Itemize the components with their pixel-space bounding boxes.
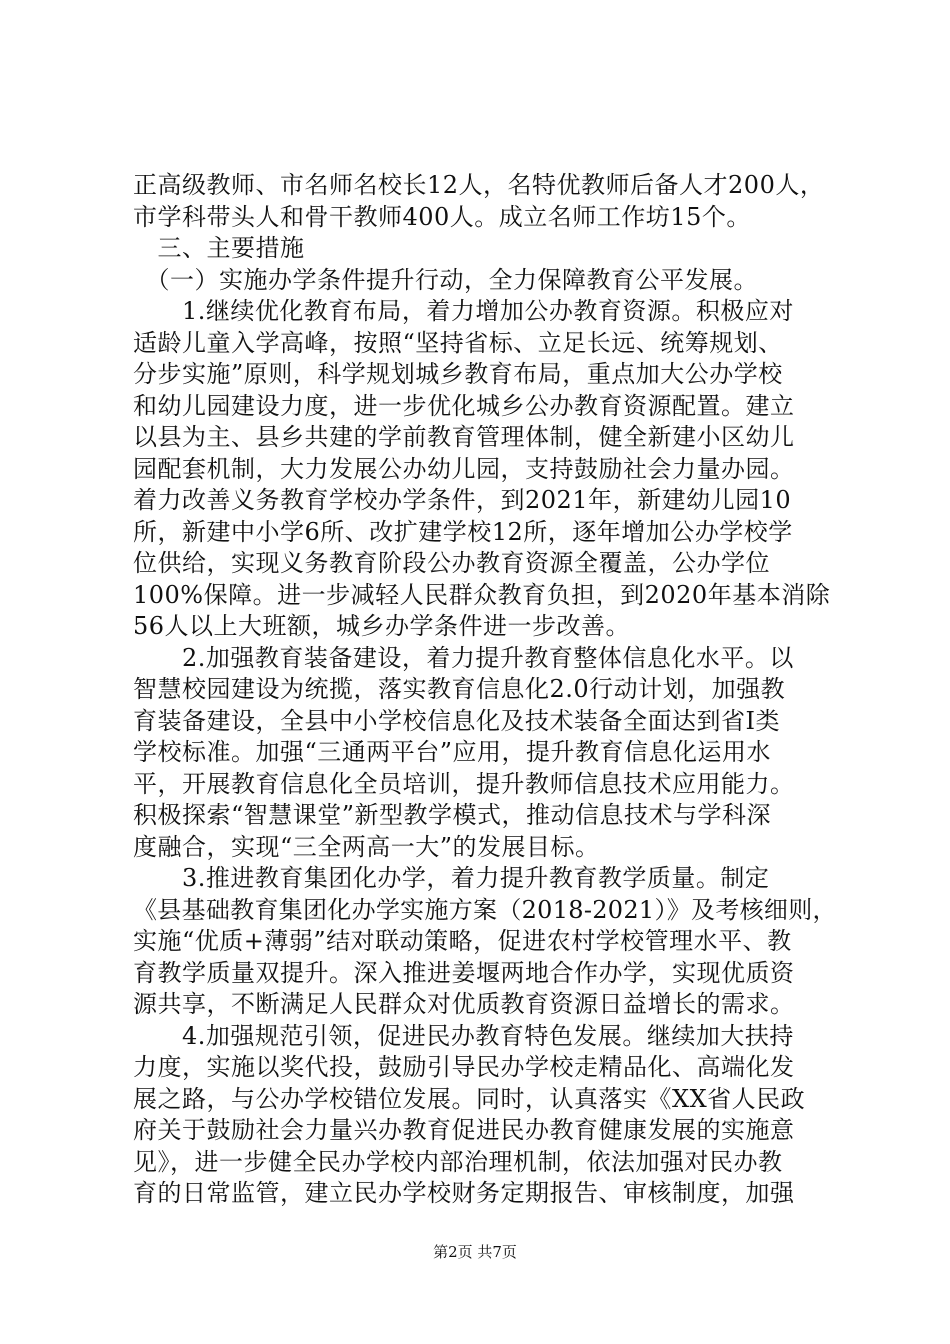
text-line: 分步实施”原则，科学规划城乡教育布局，重点加大公办学校 — [133, 360, 783, 388]
text-line: 度融合，实现“三全两高一大”的发展目标。 — [133, 832, 600, 861]
text-line: 和幼儿园建设力度，进一步优化城乡公办教育资源配置。建立 — [133, 391, 795, 420]
subsection-heading: （一）实施办学条件提升行动，全力保障教育公平发展。 — [133, 265, 758, 294]
text-line: 力度，实施以奖代投，鼓励引导民办学校走精品化、高端化发 — [133, 1053, 795, 1081]
text-line: 3.推进教育集团化办学，着力提升教育教学质量。制定 — [133, 864, 770, 892]
text-line: 着力改善义务教育学校办学条件，到2021年，新建幼儿园10 — [133, 486, 792, 514]
text-line: 育的日常监管，建立民办学校财务定期报告、审核制度，加强 — [133, 1179, 795, 1207]
text-line: 园配套机制，大力发展公办幼儿园，支持鼓励社会力量办园。 — [133, 454, 795, 483]
text-line: 4.加强规范引领，促进民办教育特色发展。继续加大扶持 — [133, 1021, 794, 1050]
text-line: 56人以上大班额，城乡办学条件进一步改善。 — [133, 612, 631, 640]
text-line: 正高级教师、市名师名校长12人，名特优教师后备人才200人， — [133, 171, 825, 199]
text-line: 所，新建中小学6所、改扩建学校12所，逐年增加公办学校学 — [133, 517, 793, 546]
page-footer: 第2页 共7页 — [433, 1243, 517, 1261]
text-line: 见》，进一步健全民办学校内部治理机制，依法加强对民办教 — [133, 1147, 783, 1176]
text-line: 府关于鼓励社会力量兴办教育促进民办教育健康发展的实施意 — [133, 1116, 795, 1144]
text-line: 位供给，实现义务教育阶段公办教育资源全覆盖，公办学位 — [133, 549, 770, 577]
document-body — [133, 170, 837, 1210]
text-line: 实施“优质+薄弱”结对联动策略，促进农村学校管理水平、教 — [133, 927, 792, 955]
text-line: 展之路，与公办学校错位发展。同时，认真落实《XX省人民政 — [133, 1084, 806, 1113]
text-line: 市学科带头人和骨干教师400人。成立名师工作坊15个。 — [133, 202, 751, 231]
text-line: 源共享，不断满足人民群众对优质教育资源日益增长的需求。 — [133, 990, 795, 1018]
text-line: 积极探索“智慧课堂”新型教学模式，推动信息技术与学科深 — [133, 801, 772, 829]
text-line: 以县为主、县乡共建的学前教育管理体制，健全新建小区幼儿 — [133, 423, 795, 451]
text-line: 2.加强教育装备建设，着力提升教育整体信息化水平。以 — [133, 643, 794, 672]
text-line: 平，开展教育信息化全员培训，提升教师信息技术应用能力。 — [133, 769, 795, 798]
text-line: 智慧校园建设为统揽，落实教育信息化2.0行动计划，加强教 — [133, 675, 786, 703]
text-line: 学校标准。加强“三通两平台”应用，提升教育信息化运用水 — [133, 738, 772, 766]
section-heading: 三、主要措施 — [133, 234, 305, 262]
text-line: 育装备建设，全县中小学校信息化及技术装备全面达到省Ⅰ类 — [133, 706, 780, 735]
text-line: 《县基础教育集团化办学实施方案（2018-2021）》及考核细则， — [133, 895, 837, 924]
text-line: 1.继续优化教育布局，着力增加公办教育资源。积极应对 — [133, 297, 794, 325]
text-line: 育教学质量双提升。深入推进姜堰两地合作办学，实现优质资 — [133, 958, 795, 987]
text-line: 100%保障。进一步减轻人民群众教育负担，到2020年基本消除 — [133, 580, 831, 609]
text-line: 适龄儿童入学高峰，按照“坚持省标、立足长远、统筹规划、 — [133, 328, 783, 357]
